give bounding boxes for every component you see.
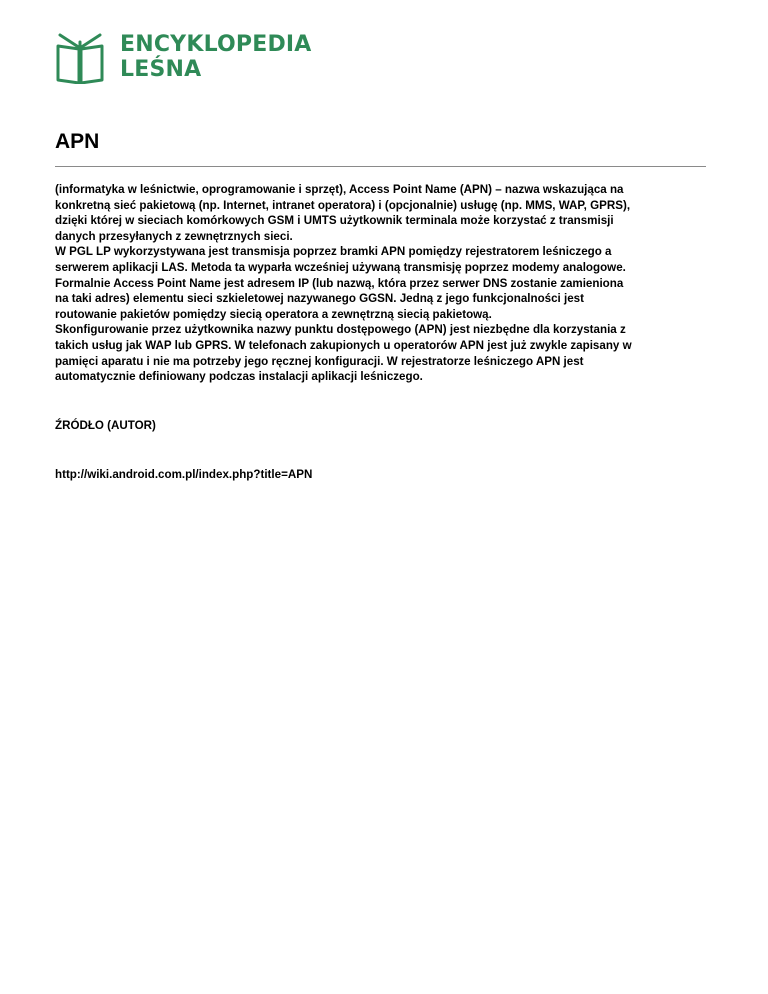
body-line: na taki adres) elementu sieci szkieletowej nazywanego GGSN. Jedną z jego funkcjonalności jest: [55, 292, 584, 306]
brand-name: [120, 32, 312, 82]
source-heading: ŹRÓDŁO (AUTOR): [55, 419, 156, 432]
page-title: APN: [55, 130, 100, 153]
brand-name-line1: ENCYKLOPEDIA: [120, 32, 312, 57]
open-book-icon: [55, 32, 105, 84]
article-body: [55, 182, 715, 385]
site-logo[interactable]: [55, 32, 312, 84]
body-line: pamięci aparatu i nie ma potrzeby jego ręcznej konfiguracji. W rejestratorze leśniczego APN jest: [55, 354, 584, 368]
source-link[interactable]: http://wiki.android.com.pl/index.php?title=APN: [55, 468, 313, 481]
body-line: Skonfigurowanie przez użytkownika nazwy punktu dostępowego (APN) jest niezbędne dla korzystania z: [55, 323, 626, 337]
body-line: takich usług jak WAP lub GPRS. W telefonach zakupionych u operatorów APN jest już zwykle zapisany w: [55, 338, 632, 352]
body-line: danych przesyłanych z zewnętrznych sieci.: [55, 229, 293, 243]
body-line: Formalnie Access Point Name jest adresem IP (lub nazwą, która przez serwer DNS zostanie zamieniona: [55, 276, 624, 290]
body-line: (informatyka w leśnictwie, oprogramowanie i sprzęt), Access Point Name (APN) – nazwa wskazująca na: [55, 183, 624, 196]
body-line: W PGL LP wykorzystywana jest transmisja poprzez bramki APN pomiędzy rejestratorem leśniczego a: [55, 245, 612, 259]
body-line: konkretną sieć pakietową (np. Internet, intranet operatora) i (opcjonalnie) usługę (np. MMS, WAP, GPRS),: [55, 198, 631, 212]
title-divider: [55, 166, 706, 167]
body-line: dzięki której w sieciach komórkowych GSM i UMTS użytkownik terminala może korzystać z transmisji: [55, 214, 614, 228]
body-line: automatycznie definiowany podczas instalacji aplikacji leśniczego.: [55, 370, 423, 384]
brand-name-line2: LEŚNA: [120, 57, 202, 82]
body-line: routowanie pakietów pomiędzy siecią operatora a zewnętrzną siecią pakietową.: [55, 307, 492, 321]
body-line: serwerem aplikacji LAS. Metoda ta wyparła wcześniej używaną transmisję poprzez modemy analogowe.: [55, 260, 626, 274]
